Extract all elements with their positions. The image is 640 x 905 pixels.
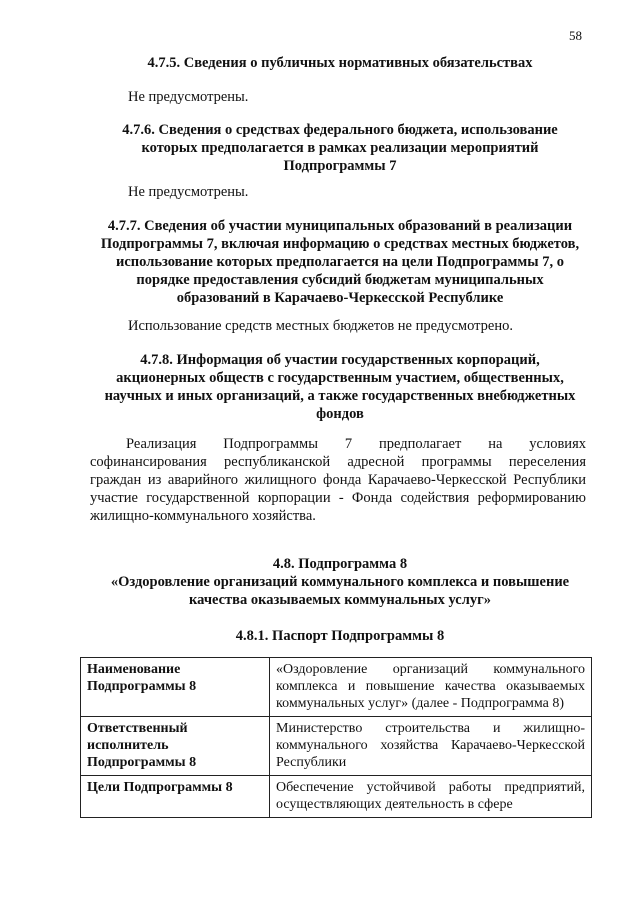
subprogram-8-title: 4.8. Подпрограмма 8 bbox=[272, 556, 408, 572]
section-heading-4-7-5: 4.7.5. Сведения о публичных нормативных обязательствах bbox=[147, 55, 533, 71]
subprogram-8-name: «Оздоровление организаций коммунального комплекса и повышение качества оказываемых коммунальных услуг» bbox=[110, 574, 570, 608]
table-row bbox=[81, 776, 592, 818]
section-text-4-7-7: Использование средств местных бюджетов не предусмотрено. bbox=[128, 318, 514, 334]
table-cell-value: Обеспечение устойчивой работы предприятий, осуществляющих деятельность в сфере bbox=[270, 776, 592, 818]
section-text-4-7-6: Не предусмотрены. bbox=[128, 184, 249, 200]
section-heading-4-7-6: 4.7.6. Сведения о средствах федерального бюджета, использование которых предполагается в рамках реализации мероприятий Подпрограммы 7 bbox=[122, 122, 558, 174]
table-row bbox=[81, 717, 592, 776]
table-row bbox=[81, 658, 592, 717]
table-cell-label: Цели Подпрограммы 8 bbox=[81, 776, 270, 818]
passport-table bbox=[80, 657, 592, 818]
section-heading-4-7-7: 4.7.7. Сведения об участии муниципальных образований в реализации Подпрограммы 7, включая информацию о средствах местных бюджетов, использование которых предполагается на цели Подпрограммы 7, о порядке предоставления субсидий бюджетам муниципальных образований в Карачаево-Черкесской Республике bbox=[100, 218, 580, 306]
table-cell-label: Ответственный исполнитель Подпрограммы 8 bbox=[81, 717, 270, 776]
section-text-4-7-8: Реализация Подпрограммы 7 предполагает на условиях софинансирования республиканской адресной программы переселения граждан из аварийного жилищного фонда Карачаево-Черкесской Республики участие государственной корпорации - Фонда содействия реформированию жилищно-коммунального хозяйства. bbox=[90, 436, 586, 524]
table-cell-label: Наименование Подпрограммы 8 bbox=[81, 658, 270, 717]
passport-heading: 4.8.1. Паспорт Подпрограммы 8 bbox=[235, 628, 445, 644]
table-cell-value: Министерство строительства и жилищно-коммунального хозяйства Карачаево-Черкесской Республики bbox=[270, 717, 592, 776]
section-heading-4-7-8: 4.7.8. Информация об участии государственных корпораций, акционерных обществ с государственным участием, общественных, научных и иных организаций, а также государственных внебюджетных фондов bbox=[104, 352, 576, 422]
page-number: 58 bbox=[569, 28, 582, 43]
section-text-4-7-5: Не предусмотрены. bbox=[128, 89, 249, 105]
table-cell-value: «Оздоровление организаций коммунального комплекса и повышение качества оказываемых коммунальных услуг» (далее - Подпрограмма 8) bbox=[270, 658, 592, 717]
